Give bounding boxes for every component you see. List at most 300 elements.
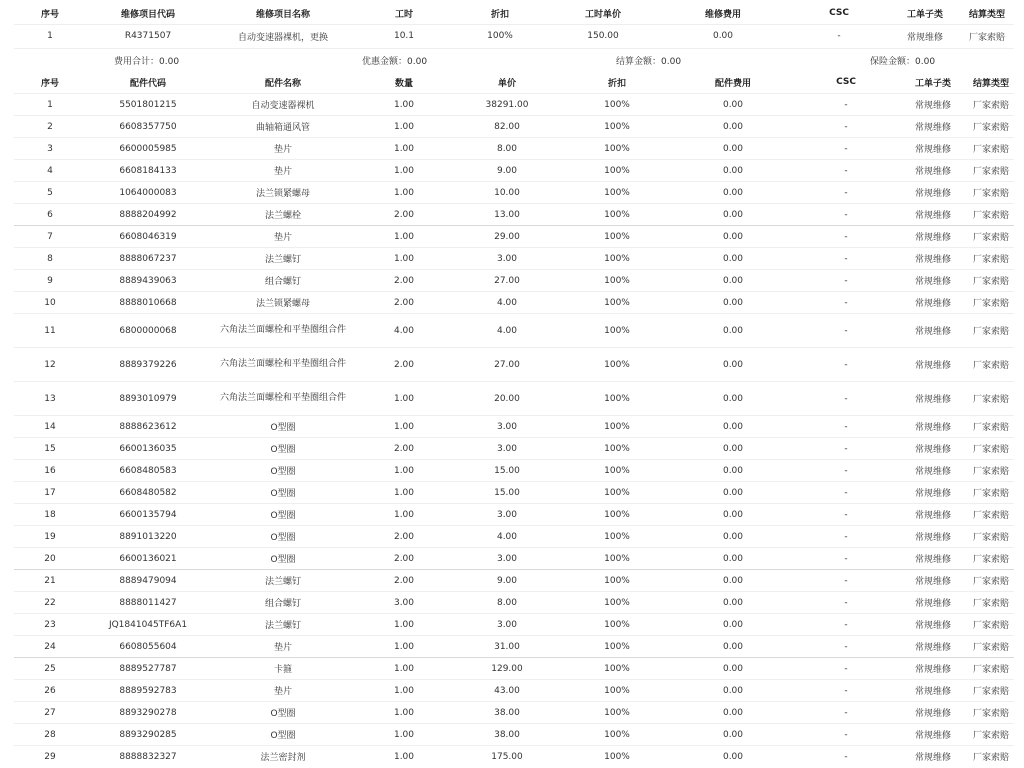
parts-cell-qty: 1.00 [393,165,415,176]
parts-cell-name: O型圈 [270,731,296,741]
parts-cell-discount: 100% [604,509,630,520]
parts-cell-order-subtype: 常规维修 [914,145,951,155]
parts-cell-name: 法兰螺钉 [210,570,356,592]
labor-header-index: 序号 [40,9,59,20]
parts-cell-code: 8889592783 [119,685,177,696]
parts-cell-name: 六角法兰面螺栓和平垫圈组合件 [219,325,346,335]
parts-header-index: 序号 [40,78,59,89]
parts-cell-csc: - [844,297,848,308]
parts-cell-price: 4.00 [496,325,518,336]
parts-row [14,570,1014,592]
parts-header-row [14,71,1014,94]
parts-cell-price: 3.00 [496,443,518,454]
parts-cell-settlement-type: 厂家索赔 [972,277,1009,287]
labor-header-hour-price: 工时单价 [584,9,621,20]
parts-cell-settlement-type: 厂家索赔 [972,489,1009,499]
parts-cell-code: 8893290278 [119,707,177,718]
parts-row [14,248,1014,270]
parts-cell-price: 82.00 [494,121,520,132]
parts-row [14,746,1014,768]
parts-cell-index: 17 [44,487,56,498]
parts-cell-code: JQ1841045TF6A1 [108,619,188,630]
parts-cell-name: 法兰螺栓 [264,211,301,221]
parts-cell-index: 25 [14,658,86,680]
parts-cell-index: 12 [44,359,56,370]
parts-cell-qty: 2.00 [393,297,415,308]
parts-header-csc: CSC [836,77,856,87]
parts-cell-code: 5501801215 [119,99,177,110]
labor-header-order-subtype: 工单子类 [906,9,943,20]
parts-cell-settlement-type: 厂家索赔 [972,533,1009,543]
labor-row [14,25,1014,48]
parts-row [14,460,1014,482]
parts-cell-fee: 0.00 [722,531,744,542]
parts-cell-code: 8889527787 [86,658,210,680]
parts-cell-code: 8893290285 [119,729,177,740]
parts-cell-settlement-type: 厂家索赔 [972,189,1009,199]
parts-cell-settlement-type: 厂家索赔 [972,123,1009,133]
discount-amount: 优惠金额：0.00 [362,57,428,67]
parts-cell-discount: 100% [604,325,630,336]
parts-cell-order-subtype: 常规维修 [914,709,951,719]
parts-cell-settlement-type: 厂家索赔 [972,621,1009,631]
parts-cell-qty: 1.00 [393,509,415,520]
parts-cell-name: 垫片 [273,167,292,177]
insurance-amount: 保险金额：0.00 [870,57,936,67]
parts-cell-fee: 0.00 [722,275,744,286]
parts-cell-fee: 0.00 [722,393,744,404]
labor-cell-discount: 100% [487,31,513,41]
parts-cell-price: 8.00 [496,143,518,154]
parts-cell-qty: 1.00 [393,487,415,498]
parts-cell-csc: - [844,685,848,696]
parts-cell-csc: - [844,729,848,740]
parts-cell-name: 卡箍 [210,658,356,680]
parts-cell-qty: 2.00 [393,443,415,454]
parts-cell-csc: - [844,209,848,220]
parts-cell-price: 38291.00 [485,99,529,110]
parts-row [14,270,1014,292]
parts-cell-discount: 100% [604,685,630,696]
parts-cell-order-subtype: 常规维修 [914,101,951,111]
parts-cell-price: 15.00 [494,465,520,476]
parts-cell-index: 22 [44,597,56,608]
parts-cell-name: 垫片 [273,145,292,155]
parts-cell-order-subtype: 常规维修 [914,753,951,763]
parts-cell-code: 6608480582 [119,487,177,498]
parts-cell-csc: - [844,99,848,110]
parts-cell-discount: 100% [604,187,630,198]
parts-cell-fee: 0.00 [722,253,744,264]
parts-cell-csc: - [844,393,848,404]
parts-cell-discount: 100% [604,531,630,542]
parts-cell-fee: 0.00 [722,325,744,336]
parts-cell-price: 9.00 [496,165,518,176]
parts-cell-settlement-type: 厂家索赔 [972,255,1009,265]
parts-row [14,416,1014,438]
parts-cell-qty: 1.00 [393,99,415,110]
parts-cell-csc: - [844,707,848,718]
parts-cell-fee: 0.00 [722,641,744,652]
parts-cell-csc: - [794,570,898,592]
parts-cell-price: 38.00 [494,729,520,740]
parts-cell-index: 4 [47,165,53,176]
parts-cell-price: 43.00 [494,685,520,696]
settlement-amount: 结算金额：0.00 [616,57,682,67]
parts-cell-qty: 2.00 [393,553,415,564]
parts-cell-discount: 100% [604,553,630,564]
parts-cell-name: 法兰螺钉 [264,255,301,265]
parts-cell-index: 23 [44,619,56,630]
parts-cell-discount: 100% [604,393,630,404]
parts-header-qty: 数量 [394,78,413,89]
parts-cell-discount: 100% [604,253,630,264]
parts-cell-csc: - [844,641,848,652]
parts-cell-qty: 2.00 [393,531,415,542]
parts-cell-fee: 0.00 [672,226,794,248]
parts-cell-index: 24 [44,641,56,652]
labor-header-item-name: 维修项目名称 [255,9,310,20]
parts-cell-fee: 0.00 [672,658,794,680]
parts-cell-code: 8888010668 [119,297,177,308]
parts-cell-discount: 100% [604,487,630,498]
parts-cell-code: 8888011427 [119,597,177,608]
parts-cell-index: 20 [44,553,56,564]
parts-cell-settlement-type: 厂家索赔 [972,643,1009,653]
parts-cell-name: O型圈 [270,489,296,499]
parts-cell-discount: 100% [604,729,630,740]
parts-cell-csc: - [844,509,848,520]
parts-cell-price: 27.00 [494,359,520,370]
parts-cell-qty: 3.00 [393,597,415,608]
parts-cell-index: 14 [44,421,56,432]
parts-cell-qty: 1.00 [393,729,415,740]
parts-cell-qty: 1.00 [393,393,415,404]
parts-cell-order-subtype: 常规维修 [914,255,951,265]
parts-cell-csc: - [844,253,848,264]
parts-cell-order-subtype: 常规维修 [914,555,951,565]
parts-cell-index: 15 [44,443,56,454]
parts-cell-settlement-type: 厂家索赔 [972,423,1009,433]
parts-cell-csc: - [844,421,848,432]
parts-header-fee: 配件费用 [714,78,751,89]
parts-cell-discount: 100% [604,209,630,220]
parts-cell-price: 129.00 [452,658,562,680]
parts-cell-name: 自动变速器裸机 [251,101,315,111]
parts-cell-fee: 0.00 [722,509,744,520]
parts-cell-index: 1 [47,99,53,110]
labor-header-settlement-type: 结算类型 [968,9,1005,20]
parts-cell-code: 6600136035 [119,443,177,454]
parts-row [14,504,1014,526]
parts-cell-code: 6600136021 [119,553,177,564]
parts-cell-code: 8891013220 [119,531,177,542]
parts-cell-csc: - [844,143,848,154]
parts-cell-fee: 0.00 [722,421,744,432]
parts-cell-fee: 0.00 [722,729,744,740]
parts-row [14,680,1014,702]
parts-cell-code: 8893010979 [119,393,177,404]
parts-cell-settlement-type: 厂家索赔 [972,753,1009,763]
parts-cell-fee: 0.00 [722,553,744,564]
parts-cell-discount: 100% [604,359,630,370]
parts-items-table [14,71,1014,767]
parts-cell-qty: 4.00 [393,325,415,336]
parts-cell-discount: 100% [604,443,630,454]
parts-row [14,314,1014,348]
labor-cell-hour-price: 150.00 [587,31,619,41]
parts-cell-settlement-type: 厂家索赔 [972,299,1009,309]
parts-cell-fee: 0.00 [722,465,744,476]
parts-cell-csc: - [844,165,848,176]
parts-cell-name: 曲轴箱通风管 [255,123,310,133]
parts-cell-order-subtype: 常规维修 [914,277,951,287]
parts-cell-fee: 0.00 [722,187,744,198]
parts-cell-order-subtype: 常规维修 [914,467,951,477]
parts-cell-price: 31.00 [494,641,520,652]
parts-cell-discount: 100% [604,707,630,718]
parts-cell-price: 15.00 [494,487,520,498]
parts-header-settlement-type: 结算类型 [972,78,1009,89]
parts-cell-order-subtype: 常规维修 [914,211,951,221]
parts-cell-name: 六角法兰面螺栓和平垫圈组合件 [219,393,346,403]
parts-cell-code: 8889379226 [119,359,177,370]
parts-row [14,94,1014,116]
parts-row [14,724,1014,746]
labor-header-discount: 折扣 [490,9,509,20]
parts-cell-qty: 1.00 [393,465,415,476]
parts-row [14,348,1014,382]
parts-cell-price: 4.00 [496,297,518,308]
parts-cell-fee: 0.00 [722,209,744,220]
parts-cell-code: 8888204992 [119,209,177,220]
parts-cell-name: 垫片 [273,643,292,653]
labor-cell-order-subtype: 常规维修 [906,32,943,43]
parts-cell-settlement-type: 厂家索赔 [972,327,1009,337]
parts-cell-settlement-type: 厂家索赔 [972,361,1009,371]
parts-cell-name: O型圈 [270,533,296,543]
parts-cell-csc: - [794,658,898,680]
labor-items-table [14,2,1014,47]
parts-cell-csc: - [844,619,848,630]
parts-cell-order-subtype: 常规维修 [898,658,968,680]
parts-cell-order-subtype: 常规维修 [898,226,968,248]
parts-cell-code: 1064000083 [119,187,177,198]
parts-cell-price: 4.00 [496,531,518,542]
parts-cell-fee: 0.00 [722,165,744,176]
parts-cell-discount: 100% [562,658,672,680]
parts-cell-name: 六角法兰面螺栓和平垫圈组合件 [219,359,346,369]
parts-cell-qty: 1.00 [393,641,415,652]
parts-cell-fee: 0.00 [722,487,744,498]
labor-header-item-code: 维修项目代码 [120,9,175,20]
parts-cell-index: 6 [47,209,53,220]
parts-cell-price: 3.00 [496,421,518,432]
parts-cell-discount: 100% [604,297,630,308]
parts-cell-order-subtype: 常规维修 [914,643,951,653]
parts-cell-qty: 1.00 [356,226,452,248]
parts-cell-fee: 0.00 [722,751,744,762]
parts-cell-index: 16 [44,465,56,476]
parts-cell-settlement-type: 厂家索赔 [972,731,1009,741]
parts-cell-name: O型圈 [270,555,296,565]
parts-row [14,382,1014,416]
parts-row [14,526,1014,548]
parts-cell-price: 3.00 [496,553,518,564]
parts-cell-index: 11 [44,325,56,336]
parts-cell-qty: 2.00 [393,359,415,370]
parts-cell-order-subtype: 常规维修 [914,687,951,697]
parts-cell-csc: - [794,226,898,248]
parts-cell-index: 8 [47,253,53,264]
parts-cell-csc: - [844,359,848,370]
parts-cell-order-subtype: 常规维修 [914,361,951,371]
labor-header-row [14,2,1014,25]
labor-header-hours: 工时 [394,9,413,20]
labor-header-repair-fee: 维修费用 [704,9,741,20]
parts-cell-code: 6800000068 [119,325,177,336]
parts-row [14,204,1014,226]
parts-cell-settlement-type: 厂家索赔 [972,599,1009,609]
parts-cell-index: 21 [14,570,86,592]
parts-cell-price: 3.00 [496,509,518,520]
parts-cell-settlement-type: 厂家索赔 [968,226,1014,248]
parts-cell-price: 3.00 [496,253,518,264]
parts-cell-order-subtype: 常规维修 [914,423,951,433]
parts-cell-fee: 0.00 [722,685,744,696]
parts-row [14,636,1014,658]
labor-rows [14,25,1014,48]
parts-cell-code: 6600005985 [119,143,177,154]
parts-cell-index: 18 [44,509,56,520]
parts-cell-qty: 1.00 [393,751,415,762]
parts-cell-order-subtype: 常规维修 [914,445,951,455]
parts-cell-discount: 100% [604,421,630,432]
parts-cell-index: 26 [44,685,56,696]
parts-cell-code: 8889439063 [119,275,177,286]
parts-row [14,482,1014,504]
parts-cell-settlement-type: 厂家索赔 [968,570,1014,592]
parts-cell-price: 175.00 [491,751,523,762]
parts-cell-qty: 1.00 [393,121,415,132]
parts-cell-price: 8.00 [496,597,518,608]
parts-cell-qty: 2.00 [356,570,452,592]
parts-cell-name: O型圈 [270,445,296,455]
parts-cell-qty: 1.00 [393,685,415,696]
parts-cell-csc: - [844,187,848,198]
parts-cell-qty: 1.00 [393,143,415,154]
parts-cell-qty: 1.00 [393,187,415,198]
parts-cell-discount: 100% [604,121,630,132]
labor-header-csc: CSC [829,8,849,18]
parts-cell-fee: 0.00 [722,143,744,154]
parts-cell-discount: 100% [604,143,630,154]
parts-cell-index: 28 [44,729,56,740]
parts-cell-csc: - [844,487,848,498]
parts-cell-index: 5 [47,187,53,198]
parts-cell-name: O型圈 [270,709,296,719]
parts-cell-index: 29 [44,751,56,762]
parts-header-code: 配件代码 [129,78,166,89]
parts-cell-name: 法兰螺钉 [264,621,301,631]
parts-cell-settlement-type: 厂家索赔 [972,555,1009,565]
parts-cell-code: 6608480583 [119,465,177,476]
parts-cell-code: 8888623612 [119,421,177,432]
total-cost: 费用合计：0.00 [114,57,180,67]
parts-cell-discount: 100% [604,275,630,286]
parts-cell-index: 9 [47,275,53,286]
parts-cell-settlement-type: 厂家索赔 [972,467,1009,477]
parts-cell-code: 6608055604 [119,641,177,652]
parts-cell-code: 8888832327 [119,751,177,762]
parts-row [14,292,1014,314]
parts-header-discount: 折扣 [607,78,626,89]
parts-cell-price: 20.00 [494,393,520,404]
parts-cell-qty: 1.00 [393,619,415,630]
parts-cell-discount: 100% [604,751,630,762]
parts-row [14,658,1014,680]
parts-row [14,438,1014,460]
parts-cell-discount: 100% [562,226,672,248]
parts-cell-name: 组合螺钉 [264,277,301,287]
cost-summary-row [14,48,1014,71]
parts-cell-settlement-type: 厂家索赔 [972,445,1009,455]
parts-header-price: 单价 [497,78,516,89]
parts-cell-order-subtype: 常规维修 [914,123,951,133]
parts-cell-index: 27 [44,707,56,718]
parts-cell-qty: 1.00 [393,253,415,264]
parts-cell-csc: - [844,597,848,608]
labor-cell-hours: 10.1 [393,31,415,41]
parts-cell-csc: - [844,465,848,476]
parts-cell-fee: 0.00 [722,707,744,718]
parts-cell-index: 10 [44,297,56,308]
parts-cell-fee: 0.00 [722,121,744,132]
parts-cell-discount: 100% [604,165,630,176]
parts-row [14,182,1014,204]
parts-row [14,614,1014,636]
parts-cell-fee: 0.00 [722,359,744,370]
parts-cell-csc: - [844,553,848,564]
parts-cell-code: 6608046319 [86,226,210,248]
parts-cell-discount: 100% [604,641,630,652]
parts-cell-code: 8889479094 [86,570,210,592]
parts-cell-settlement-type: 厂家索赔 [972,709,1009,719]
parts-cell-code: 6608184133 [119,165,177,176]
parts-cell-name: 垫片 [273,687,292,697]
parts-cell-discount: 100% [604,619,630,630]
parts-cell-qty: 1.00 [356,658,452,680]
parts-cell-price: 38.00 [494,707,520,718]
parts-cell-fee: 0.00 [722,99,744,110]
labor-cell-index: 1 [47,31,53,41]
parts-cell-qty: 1.00 [393,707,415,718]
parts-cell-csc: - [844,121,848,132]
parts-cell-price: 10.00 [494,187,520,198]
parts-cell-fee: 0.00 [722,597,744,608]
parts-cell-qty: 2.00 [393,209,415,220]
parts-cell-csc: - [844,531,848,542]
parts-cell-code: 6608357750 [119,121,177,132]
parts-cell-order-subtype: 常规维修 [914,395,951,405]
parts-cell-csc: - [844,751,848,762]
parts-cell-order-subtype: 常规维修 [914,621,951,631]
parts-cell-fee: 0.00 [672,570,794,592]
parts-cell-settlement-type: 厂家索赔 [972,511,1009,521]
parts-cell-price: 29.00 [452,226,562,248]
parts-row [14,548,1014,570]
parts-row [14,138,1014,160]
